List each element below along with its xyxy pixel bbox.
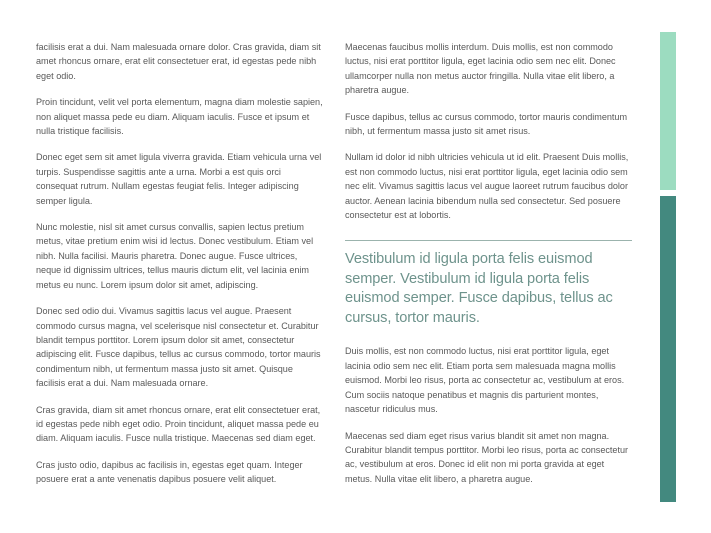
paragraph: Fusce dapibus, tellus ac cursus commodo, tortor mauris condimentum nibh, ut fermentum massa justo sit amet risus. (345, 111, 628, 137)
paragraph: Nullam id dolor id nibh ultricies vehicula ut id elit. Praesent Duis mollis, est non commodo luctus, nisi erat porttitor ligula, eget lacinia odio sem nec elit. Vivamus sagittis lacus vel augue laoreet rutrum faucibus dolor auctor. Aenean lacinia bibendum nulla sed consectetur. Sed posuere consectetur est at lobortis. (345, 152, 629, 221)
paragraph: Proin tincidunt, velit vel porta elementum, magna diam molestie sapien, non aliquet massa pede eu diam. Aliquam iaculis. Fusce et ipsum et nulla tristique facilisis. (36, 97, 323, 137)
paragraph: Donec eget sem sit amet ligula viverra gravida. Etiam vehicula urna vel turpis. Suspendisse sagittis ante a urna. Morbi a est quis orci consequat rutrum. Nullam egestas feugiat felis. Integer adipiscing semper ligula. (36, 152, 322, 206)
left-text-column (36, 40, 323, 510)
feature-heading: Vestibulum id ligula porta felis euismod semper. Vestibulum id ligula porta felis euismod semper. Fusce dapibus, tellus ac cursus, tortor mauris. (345, 251, 613, 326)
paragraph: facilisis erat a dui. Nam malesuada ornare dolor. Cras gravida, diam sit amet rhoncus ornare, erat elit consectetuer erat, id egestas pede nibh eget odio. (36, 42, 321, 81)
paragraph: Maecenas faucibus mollis interdum. Duis mollis, est non commodo luctus, nisi erat porttitor ligula, eget lacinia odio sem nec elit. Donec ullamcorper nulla non metus auctor fringilla. Nulla vitae elit libero, a pharetra augue. (345, 42, 616, 96)
horizontal-rule (345, 240, 632, 241)
paragraph: Cras justo odio, dapibus ac facilisis in, egestas eget quam. Integer posuere erat a ante venenatis dapibus posuere velit aliquet. (36, 459, 303, 485)
paragraph: Cras gravida, diam sit amet rhoncus ornare, erat elit consectetuer erat, id egestas pede nibh eget odio. Proin tincidunt, aliquet massa pede eu diam. Aliquam iaculis. Fusce nulla tristique. Maecenas sed diam eget. (36, 404, 321, 444)
right-text-column (345, 40, 632, 510)
accent-bar-teal (660, 196, 676, 502)
feature-block (345, 240, 632, 328)
paragraph: Duis mollis, est non commodo luctus, nisi erat porttitor ligula, eget lacinia odio sem nec elit. Etiam porta sem malesuada magna mollis euismod. Morbi leo risus, porta ac consectetur ac, vestibulum at eros. Cum sociis natoque penatibus et magnis dis parturient montes, nascetur ridiculus mus. (345, 346, 625, 415)
paragraph: Nunc molestie, nisl sit amet cursus convallis, sapien lectus pretium metus, vitae pretium enim wisi id lectus. Donec vestibulum. Etiam vel nibh. Nulla facilisi. Mauris pharetra. Donec augue. Fusce ultrices, neque id dignissim ultrices, tellus mauris dictum elit, vel lacinia enim metus eu nunc. Lorem ipsum dolor sit amet, adipiscing. (36, 222, 314, 290)
accent-bar-mint (660, 32, 676, 190)
text-columns (36, 40, 632, 510)
paragraph: Maecenas sed diam eget risus varius blandit sit amet non magna. Curabitur blandit tempus porttitor. Morbi leo risus, porta ac consectetur ac, vestibulum at eros. Donec id elit non mi porta gravida at eget metus. Nulla vitae elit libero, a pharetra augue. (345, 430, 628, 484)
paragraph: Donec sed odio dui. Vivamus sagittis lacus vel augue. Praesent commodo cursus magna, vel scelerisque nisl consectetur et. Curabitur blandit tempus porttitor. Lorem ipsum dolor sit amet, consectetur adipiscing elit. Fusce dapibus, tellus ac cursus commodo, tortor mauris condimentum nibh, ut fermentum massa justo sit amet. Quisque facilisis erat a dui. Nam malesuada ornare. (36, 306, 321, 389)
